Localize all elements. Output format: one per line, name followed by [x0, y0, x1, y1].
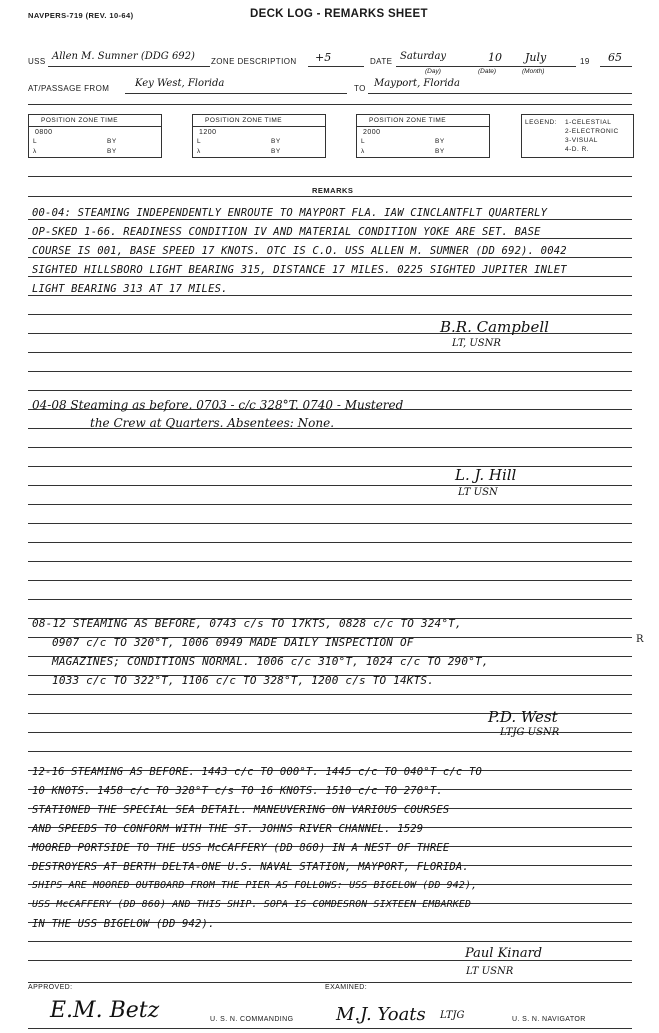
- year-value: 65: [608, 51, 622, 64]
- officer-signature: Paul Kinard: [465, 946, 543, 961]
- log-line: 12-16 STEAMING AS BEFORE. 1443 c/c TO 000°T. 1445 c/c TO 040°T c/c TO: [32, 766, 482, 778]
- ruled-line: [28, 238, 632, 239]
- position-time: 2000: [363, 129, 381, 136]
- officer-rank: LT, USNR: [452, 338, 501, 349]
- log-line: 10 KNOTS. 1458 c/c TO 328°T c/s TO 16 KNOTS. 1510 c/c TO 270°T.: [32, 785, 443, 797]
- log-line: COURSE IS 001, BASE SPEED 17 KNOTS. OTC IS C.O. USS ALLEN M. SUMNER (DD 692). 0042: [32, 245, 567, 257]
- log-line: MOORED PORTSIDE TO THE USS McCAFFERY (DD 860) IN A NEST OF THREE: [32, 842, 450, 854]
- log-line: 1033 c/c TO 322°T, 1106 c/c TO 328°T, 1200 c/s TO 14KTS.: [52, 674, 435, 687]
- page-title: DECK LOG - REMARKS SHEET: [250, 8, 428, 20]
- log-line: 04-08 Steaming as before. 0703 - c/c 328°T. 0740 - Mustered: [32, 398, 404, 412]
- ruled-line: [28, 295, 632, 296]
- ruled-line: [28, 504, 632, 505]
- month-caption: (Month): [522, 68, 545, 75]
- ruled-line: [28, 751, 632, 752]
- form-id: NAVPERS-719 (REV. 10-64): [28, 11, 134, 20]
- log-line: SIGHTED HILLSBORO LIGHT BEARING 315, DISTANCE 17 MILES. 0225 SIGHTED JUPITER INLET: [32, 264, 567, 276]
- date-caption: (Date): [478, 68, 497, 75]
- examined-label: EXAMINED:: [325, 984, 368, 991]
- zone-value: +5: [315, 51, 332, 64]
- log-line: 08-12 STEAMING AS BEFORE, 0743 c/s TO 17KTS, 0828 c/c TO 324°T,: [32, 617, 462, 630]
- position-time: 0800: [35, 129, 53, 136]
- ruled-line: [28, 466, 632, 467]
- ruled-line: [28, 523, 632, 524]
- position-time: 1200: [199, 129, 217, 136]
- officer-rank: LT USNR: [466, 966, 514, 977]
- ruled-line: [28, 352, 632, 353]
- officer-rank: LT USN: [458, 487, 498, 498]
- position-box-1200: POSITION ZONE TIME 1200 L BY λ BY: [192, 114, 326, 158]
- log-line: 0907 c/c TO 320°T, 1006 0949 MADE DAILY INSPECTION OF: [52, 636, 414, 649]
- log-line: the Crew at Quarters. Absentees: None.: [90, 416, 335, 430]
- log-line: SHIPS ARE MOORED OUTBOARD FROM THE PIER AS FOLLOWS: USS BIGELOW (DD 942),: [32, 880, 478, 891]
- ruled-line: [28, 580, 632, 581]
- log-line: AND SPEEDS TO CONFORM WITH THE ST. JOHNS RIVER CHANNEL. 1529: [32, 823, 424, 835]
- position-box-2000: POSITION ZONE TIME 2000 L BY λ BY: [356, 114, 490, 158]
- margin-mark: R: [636, 634, 644, 645]
- officer-signature: B.R. Campbell: [440, 318, 549, 336]
- passage-from-label: AT/PASSAGE FROM: [28, 84, 110, 93]
- log-line: STATIONED THE SPECIAL SEA DETAIL. MANEUVERING ON VARIOUS COURSES: [32, 804, 450, 816]
- ruled-line: [28, 257, 632, 258]
- officer-signature: L. J. Hill: [455, 466, 517, 484]
- log-line: 00-04: STEAMING INDEPENDENTLY ENROUTE TO MAYPORT FLA. IAW CINCLANTFLT QUARTERLY: [32, 207, 548, 219]
- ruled-line: [28, 599, 632, 600]
- officer-signature: P.D. West: [488, 708, 558, 726]
- ruled-line: [28, 561, 632, 562]
- position-box-0800: POSITION ZONE TIME 0800 L BY λ BY: [28, 114, 162, 158]
- approved-label: APPROVED:: [28, 984, 73, 991]
- uss-label: USS: [28, 57, 46, 66]
- remarks-title: REMARKS: [312, 186, 354, 195]
- ruled-line: [28, 390, 632, 391]
- month-value: July: [525, 51, 547, 64]
- ruled-line: [28, 276, 632, 277]
- day-caption: (Day): [425, 68, 441, 75]
- ruled-line: [28, 371, 632, 372]
- date-label: DATE: [370, 57, 393, 66]
- passage-to-label: TO: [354, 84, 366, 93]
- log-line: USS McCAFFERY (DD 860) AND THIS SHIP. SOPA IS COMDESRON SIXTEEN EMBARKED: [32, 899, 472, 910]
- log-line: MAGAZINES; CONDITIONS NORMAL. 1006 c/c 310°T, 1024 c/c TO 290°T,: [52, 655, 489, 668]
- ruled-line: [28, 694, 632, 695]
- ruled-line: [28, 542, 632, 543]
- ruled-line: [28, 104, 632, 105]
- ship-name: Allen M. Sumner (DDG 692): [52, 51, 195, 62]
- commanding-label: U. S. N. COMMANDING: [210, 1016, 294, 1023]
- zone-description-label: ZONE DESCRIPTION: [211, 57, 297, 66]
- legend-box: LEGEND: 1-CELESTIAL 2-ELECTRONIC 3-VISUAL 4-D. R.: [521, 114, 634, 158]
- ruled-line: [28, 485, 632, 486]
- log-line: IN THE USS BIGELOW (DD 942).: [32, 918, 215, 930]
- approved-signature: E.M. Betz: [50, 998, 160, 1023]
- navigator-label: U. S. N. NAVIGATOR: [512, 1016, 586, 1023]
- log-line: OP-SKED 1-66. READINESS CONDITION IV AND MATERIAL CONDITION YOKE ARE SET. BASE: [32, 226, 541, 238]
- examined-rank: LTJG: [440, 1010, 465, 1021]
- ruled-line: [28, 196, 632, 197]
- ruled-line: [28, 176, 632, 177]
- passage-from-value: Key West, Florida: [135, 78, 225, 89]
- log-line: LIGHT BEARING 313 AT 17 MILES.: [32, 283, 228, 295]
- ruled-line: [28, 941, 632, 942]
- date-value: 10: [488, 51, 502, 64]
- ruled-line: [28, 447, 632, 448]
- log-line: DESTROYERS AT BERTH DELTA-ONE U.S. NAVAL STATION, MAYPORT, FLORIDA.: [32, 861, 469, 873]
- ruled-line: [28, 219, 632, 220]
- year-prefix: 19: [580, 57, 590, 66]
- passage-to-value: Mayport, Florida: [374, 78, 460, 89]
- examined-signature: M.J. Yoats: [336, 1004, 426, 1025]
- day-value: Saturday: [400, 51, 447, 62]
- ruled-line: [28, 314, 632, 315]
- officer-rank: LTJG USNR: [500, 727, 560, 738]
